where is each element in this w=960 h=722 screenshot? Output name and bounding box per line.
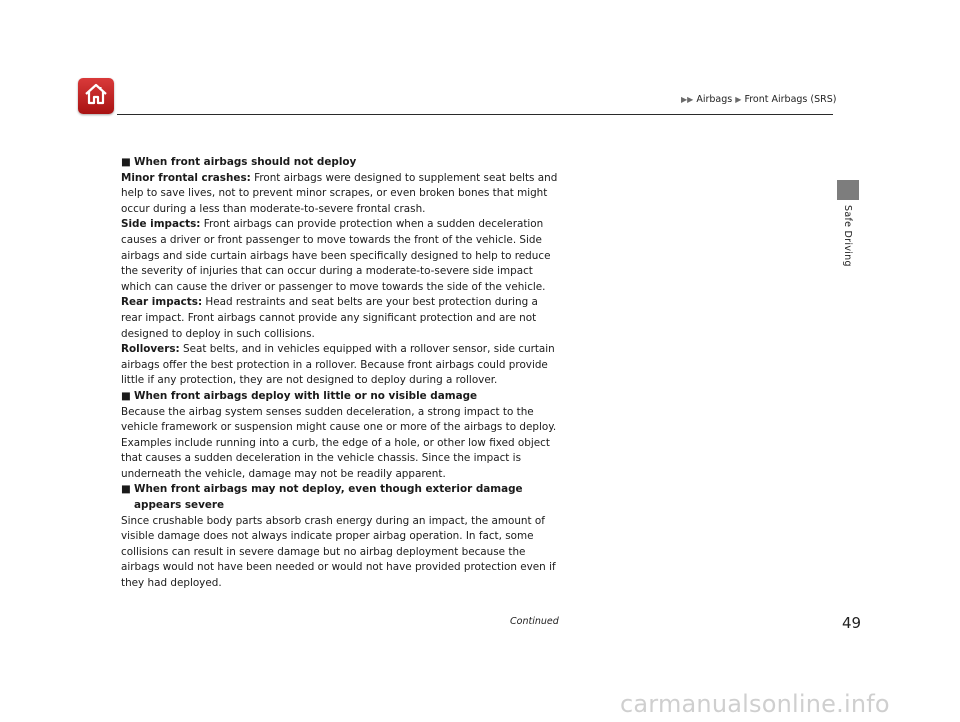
paragraph-label: Rollovers:	[121, 343, 180, 356]
section-heading	[121, 155, 561, 171]
breadcrumb-item-front-airbags: Front Airbags (SRS)	[744, 94, 837, 105]
paragraph-text: Head restraints and seat belts are your best protection during a rear impact. Front airbags cannot provide any significant protection and are not designed to deploy in such collisions.	[121, 296, 538, 340]
triangle-right-icon: ▶▶	[681, 95, 694, 104]
section-heading	[121, 389, 561, 405]
section-heading-text: When front airbags should not deploy	[134, 156, 357, 168]
paragraph-label: Rear impacts:	[121, 296, 203, 309]
body-paragraph: Since crushable body parts absorb crash energy during an impact, the amount of visible damage does not always indicate proper airbag operation. In fact, some collisions can result in severe damage but no airbag deployment because the airbags would not have been needed or would not have provided protection even if they had deployed.	[121, 514, 556, 590]
section-heading	[121, 482, 561, 513]
breadcrumb-item-airbags[interactable]: Airbags	[696, 94, 733, 105]
square-bullet-icon: ■	[121, 483, 131, 496]
body-paragraph: Because the airbag system senses sudden deceleration, a strong impact to the vehicle framework or suspension might cause one or more of the airbags to deploy. Examples include running into a curb, the edge of a hole, or other low fixed object that causes a sudden deceleration in the vehicle chassis. Since the impact is underneath the vehicle, damage may not be readily apparent.	[121, 405, 557, 480]
square-bullet-icon: ■	[121, 389, 131, 402]
side-tab-marker	[837, 180, 859, 200]
watermark: carmanualsonline.info	[620, 690, 890, 718]
header-divider	[117, 114, 833, 115]
square-bullet-icon: ■	[121, 156, 131, 168]
paragraph-rear-impacts	[121, 295, 561, 342]
section-heading-text: When front airbags may not deploy, even though exterior damage appears severe	[134, 483, 523, 512]
page-content	[121, 155, 561, 592]
triangle-right-icon: ▶	[735, 95, 742, 104]
paragraph-label: Minor frontal crashes:	[121, 171, 251, 184]
breadcrumb	[681, 94, 836, 105]
paragraph-minor-frontal	[121, 171, 561, 218]
home-icon	[83, 82, 109, 110]
page-number: 49	[842, 614, 862, 632]
paragraph-text: Front airbags were designed to supplement seat belts and help to save lives, not to prevent minor scrapes, or even broken bones that might occur during a less than moderate-to-severe frontal crash.	[121, 171, 558, 215]
continued-label: Continued	[510, 616, 559, 627]
paragraph-side-impacts	[121, 217, 561, 295]
paragraph-text: Front airbags can provide protection when a sudden deceleration causes a driver or front passenger to move towards the front of the vehicle. Side airbags and side curtain airbags have been specifically designed to help to reduce the severity of injuries that can occur during a moderate-to-severe side impact which can cause the driver or passenger to move towards the side of the vehicle.	[121, 218, 551, 293]
paragraph-label: Side impacts:	[121, 218, 201, 231]
section-heading-text: When front airbags deploy with little or no visible damage	[134, 389, 478, 402]
paragraph-text: Seat belts, and in vehicles equipped with a rollover sensor, side curtain airbags offer the best protection in a rollover. Because front airbags could provide little if any protection, they are not designed to deploy during a rollover.	[121, 343, 555, 387]
paragraph-rollovers	[121, 342, 561, 389]
home-button[interactable]	[78, 78, 114, 114]
side-tab-label: Safe Driving	[842, 205, 853, 267]
